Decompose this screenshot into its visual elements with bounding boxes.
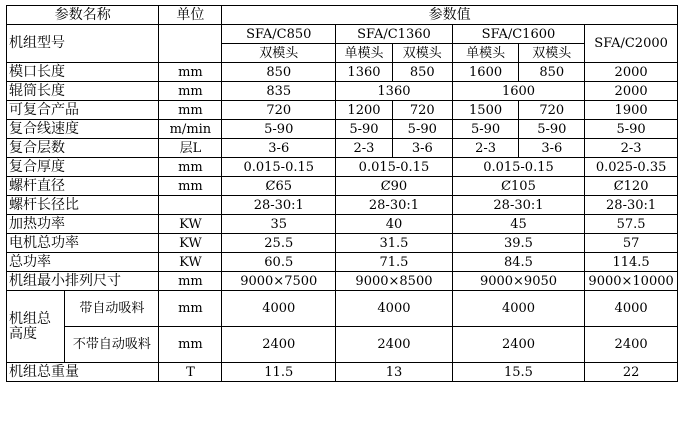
cell: 1900 xyxy=(585,101,678,120)
row-speed xyxy=(7,120,678,139)
model-c1360: SFA/C1360 xyxy=(336,25,453,44)
cell: 720 xyxy=(392,101,452,120)
row-unit: mm xyxy=(159,272,222,291)
cell: 2000 xyxy=(585,63,678,82)
row-label: 复合线速度 xyxy=(7,120,159,139)
cell: 1500 xyxy=(452,101,519,120)
cell: Ȼ105 xyxy=(452,177,584,196)
row-unit: 层L xyxy=(159,139,222,158)
cell: 2400 xyxy=(452,327,584,363)
cell: 720 xyxy=(519,101,585,120)
cell: 25.5 xyxy=(222,234,336,253)
cell: 1600 xyxy=(452,63,519,82)
row-min-size xyxy=(7,272,678,291)
model-c850: SFA/C850 xyxy=(222,25,336,44)
cell: 4000 xyxy=(222,291,336,327)
cell: 0.015-0.15 xyxy=(452,158,584,177)
cell: 2400 xyxy=(222,327,336,363)
row-label: 电机总功率 xyxy=(7,234,159,253)
model-label: 机组型号 xyxy=(7,25,159,63)
row-unit xyxy=(159,196,222,215)
row-unit: KW xyxy=(159,253,222,272)
cell: 2-3 xyxy=(585,139,678,158)
cell: 1600 xyxy=(452,82,584,101)
row-heating xyxy=(7,215,678,234)
cell: 2400 xyxy=(585,327,678,363)
cell: 5-90 xyxy=(452,120,519,139)
cell: 1200 xyxy=(336,101,393,120)
cell: 2000 xyxy=(585,82,678,101)
cell: Ȼ120 xyxy=(585,177,678,196)
cell: 3-6 xyxy=(222,139,336,158)
cell: 28-30:1 xyxy=(222,196,336,215)
model-c1600: SFA/C1600 xyxy=(452,25,584,44)
cell: 5-90 xyxy=(336,120,393,139)
cell: 1360 xyxy=(336,63,393,82)
row-unit: mm xyxy=(159,327,222,363)
row-label: 辊筒长度 xyxy=(7,82,159,101)
row-screw-diameter xyxy=(7,177,678,196)
cell: 11.5 xyxy=(222,363,336,382)
cell: 1360 xyxy=(336,82,453,101)
cell: 4000 xyxy=(452,291,584,327)
row-sublabel: 不带自动吸料 xyxy=(65,327,159,363)
cell: 13 xyxy=(336,363,453,382)
cell: 2400 xyxy=(336,327,453,363)
cell: 5-90 xyxy=(222,120,336,139)
cell: 9000×7500 xyxy=(222,272,336,291)
cell: 45 xyxy=(452,215,584,234)
row-unit: KW xyxy=(159,215,222,234)
header-param-name: 参数名称 xyxy=(7,6,159,25)
spec-table xyxy=(6,5,678,382)
row-label: 加热功率 xyxy=(7,215,159,234)
row-unit: mm xyxy=(159,101,222,120)
row-product xyxy=(7,101,678,120)
cell: 28-30:1 xyxy=(585,196,678,215)
cell: 2-3 xyxy=(452,139,519,158)
row-layers xyxy=(7,139,678,158)
cell: 57.5 xyxy=(585,215,678,234)
cell: 15.5 xyxy=(452,363,584,382)
die-type: 单模头 xyxy=(452,44,519,63)
cell: 9000×9050 xyxy=(452,272,584,291)
row-height-without-suction xyxy=(7,327,678,363)
cell: 4000 xyxy=(585,291,678,327)
row-label: 螺杆长径比 xyxy=(7,196,159,215)
cell: 60.5 xyxy=(222,253,336,272)
row-unit: KW xyxy=(159,234,222,253)
row-label: 螺杆直径 xyxy=(7,177,159,196)
cell: 22 xyxy=(585,363,678,382)
model-unit xyxy=(159,25,222,63)
row-screw-ratio xyxy=(7,196,678,215)
cell: 4000 xyxy=(336,291,453,327)
row-label: 机组最小排列尺寸 xyxy=(7,272,159,291)
cell: 2-3 xyxy=(336,139,393,158)
cell: 84.5 xyxy=(452,253,584,272)
header-values: 参数值 xyxy=(222,6,678,25)
cell: 40 xyxy=(336,215,453,234)
row-label: 模口长度 xyxy=(7,63,159,82)
cell: 28-30:1 xyxy=(336,196,453,215)
cell: 39.5 xyxy=(452,234,584,253)
cell: Ȼ90 xyxy=(336,177,453,196)
cell: 28-30:1 xyxy=(452,196,584,215)
cell: 0.025-0.35 xyxy=(585,158,678,177)
cell: 3-6 xyxy=(519,139,585,158)
model-c2000: SFA/C2000 xyxy=(585,25,678,63)
cell: 5-90 xyxy=(392,120,452,139)
row-unit: mm xyxy=(159,177,222,196)
row-sublabel: 带自动吸料 xyxy=(65,291,159,327)
cell: 3-6 xyxy=(392,139,452,158)
cell: 720 xyxy=(222,101,336,120)
cell: 850 xyxy=(222,63,336,82)
row-unit: mm xyxy=(159,82,222,101)
die-type: 双模头 xyxy=(392,44,452,63)
row-die-length xyxy=(7,63,678,82)
model-row-1 xyxy=(7,25,678,44)
header-unit: 单位 xyxy=(159,6,222,25)
cell: 835 xyxy=(222,82,336,101)
row-label: 总功率 xyxy=(7,253,159,272)
header-row xyxy=(7,6,678,25)
row-roller-length xyxy=(7,82,678,101)
row-unit: T xyxy=(159,363,222,382)
row-label: 机组总高度 xyxy=(7,291,65,363)
cell: 5-90 xyxy=(519,120,585,139)
row-thickness xyxy=(7,158,678,177)
cell: 850 xyxy=(392,63,452,82)
cell: 9000×8500 xyxy=(336,272,453,291)
cell: 35 xyxy=(222,215,336,234)
cell: 0.015-0.15 xyxy=(336,158,453,177)
row-label: 复合厚度 xyxy=(7,158,159,177)
cell: 9000×10000 xyxy=(585,272,678,291)
row-motor xyxy=(7,234,678,253)
row-label: 可复合产品 xyxy=(7,101,159,120)
row-total-power xyxy=(7,253,678,272)
row-label: 复合层数 xyxy=(7,139,159,158)
cell: 57 xyxy=(585,234,678,253)
die-type: 单模头 xyxy=(336,44,393,63)
cell: 0.015-0.15 xyxy=(222,158,336,177)
cell: 31.5 xyxy=(336,234,453,253)
spec-table-container xyxy=(6,5,678,382)
row-label: 机组总重量 xyxy=(7,363,159,382)
row-unit: mm xyxy=(159,63,222,82)
cell: 850 xyxy=(519,63,585,82)
cell: 114.5 xyxy=(585,253,678,272)
row-height-with-suction xyxy=(7,291,678,327)
row-unit: mm xyxy=(159,291,222,327)
row-weight xyxy=(7,363,678,382)
cell: Ȼ65 xyxy=(222,177,336,196)
cell: 71.5 xyxy=(336,253,453,272)
die-type: 双模头 xyxy=(222,44,336,63)
cell: 5-90 xyxy=(585,120,678,139)
row-unit: mm xyxy=(159,158,222,177)
row-unit: m/min xyxy=(159,120,222,139)
die-type: 双模头 xyxy=(519,44,585,63)
